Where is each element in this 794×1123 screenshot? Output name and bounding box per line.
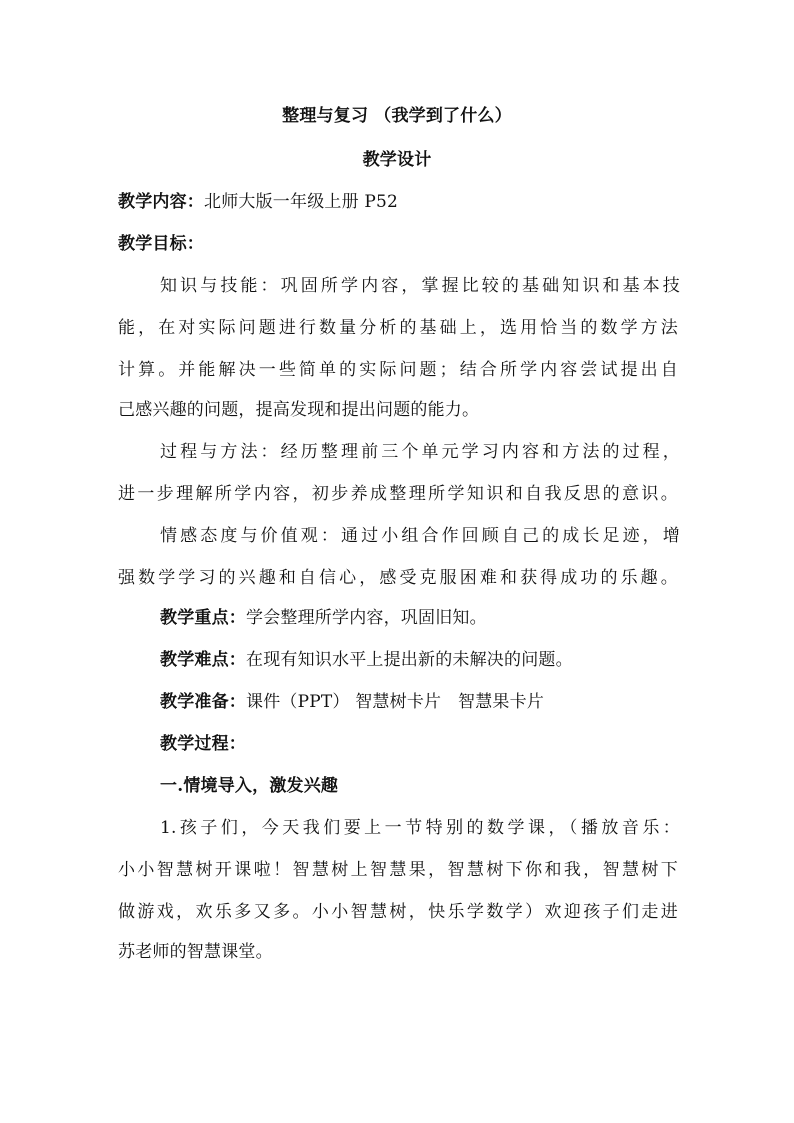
- key-point-line: [160, 606, 680, 630]
- process-line-2: 进一步理解所学内容，初步养成整理所学知识和自我反思的意识。: [118, 484, 678, 504]
- content-value: 北师大版一年级上册 P52: [204, 192, 399, 212]
- process-line-1: 过程与方法：经历整理前三个单元学习内容和方法的过程，: [160, 442, 680, 462]
- content-label: 教学内容：: [118, 192, 204, 212]
- teaching-process-label: 教学过程：: [160, 734, 246, 754]
- difficulty-label: 教学难点：: [160, 650, 246, 670]
- intro-line-3: 做游戏，欢乐多又多。小小智慧树，快乐学数学）欢迎孩子们走进: [118, 902, 678, 922]
- preparation-value: 课件（PPT） 智慧树卡片 智慧果卡片: [246, 692, 545, 712]
- document-subtitle: 教学设计: [362, 150, 432, 170]
- preparation-line: [160, 690, 680, 714]
- difficulty-value: 在现有知识水平上提出新的未解决的问题。: [246, 650, 573, 670]
- intro-line-4: 苏老师的智慧课堂。: [118, 942, 273, 962]
- knowledge-line-1: 知识与技能：巩固所学内容，掌握比较的基础知识和基本技: [160, 276, 680, 296]
- content-line: [118, 190, 678, 214]
- difficulty-line: [160, 648, 680, 672]
- document-title: 整理与复习 （我学到了什么）: [282, 106, 512, 126]
- key-point-value: 学会整理所学内容，巩固旧知。: [246, 608, 487, 628]
- knowledge-line-2: 能，在对实际问题进行数量分析的基础上，选用恰当的数学方法: [118, 318, 678, 338]
- key-point-label: 教学重点：: [160, 608, 246, 628]
- section-1-heading: 一.情境导入，激发兴趣: [160, 776, 339, 796]
- intro-line-1: 1.孩子们，今天我们要上一节特别的数学课，（播放音乐：: [160, 818, 680, 838]
- knowledge-line-4: 己感兴趣的问题，提高发现和提出问题的能力。: [118, 400, 480, 420]
- emotion-line-2: 强数学学习的兴趣和自信心，感受克服困难和获得成功的乐趣。: [118, 568, 678, 588]
- preparation-label: 教学准备：: [160, 692, 246, 712]
- emotion-line-1: 情感态度与价值观：通过小组合作回顾自己的成长足迹，增: [160, 526, 680, 546]
- goals-label: 教学目标：: [118, 234, 204, 254]
- knowledge-line-3: 计算。并能解决一些简单的实际问题；结合所学内容尝试提出自: [118, 360, 678, 380]
- intro-line-2: 小小智慧树开课啦！智慧树上智慧果，智慧树下你和我，智慧树下: [118, 860, 678, 880]
